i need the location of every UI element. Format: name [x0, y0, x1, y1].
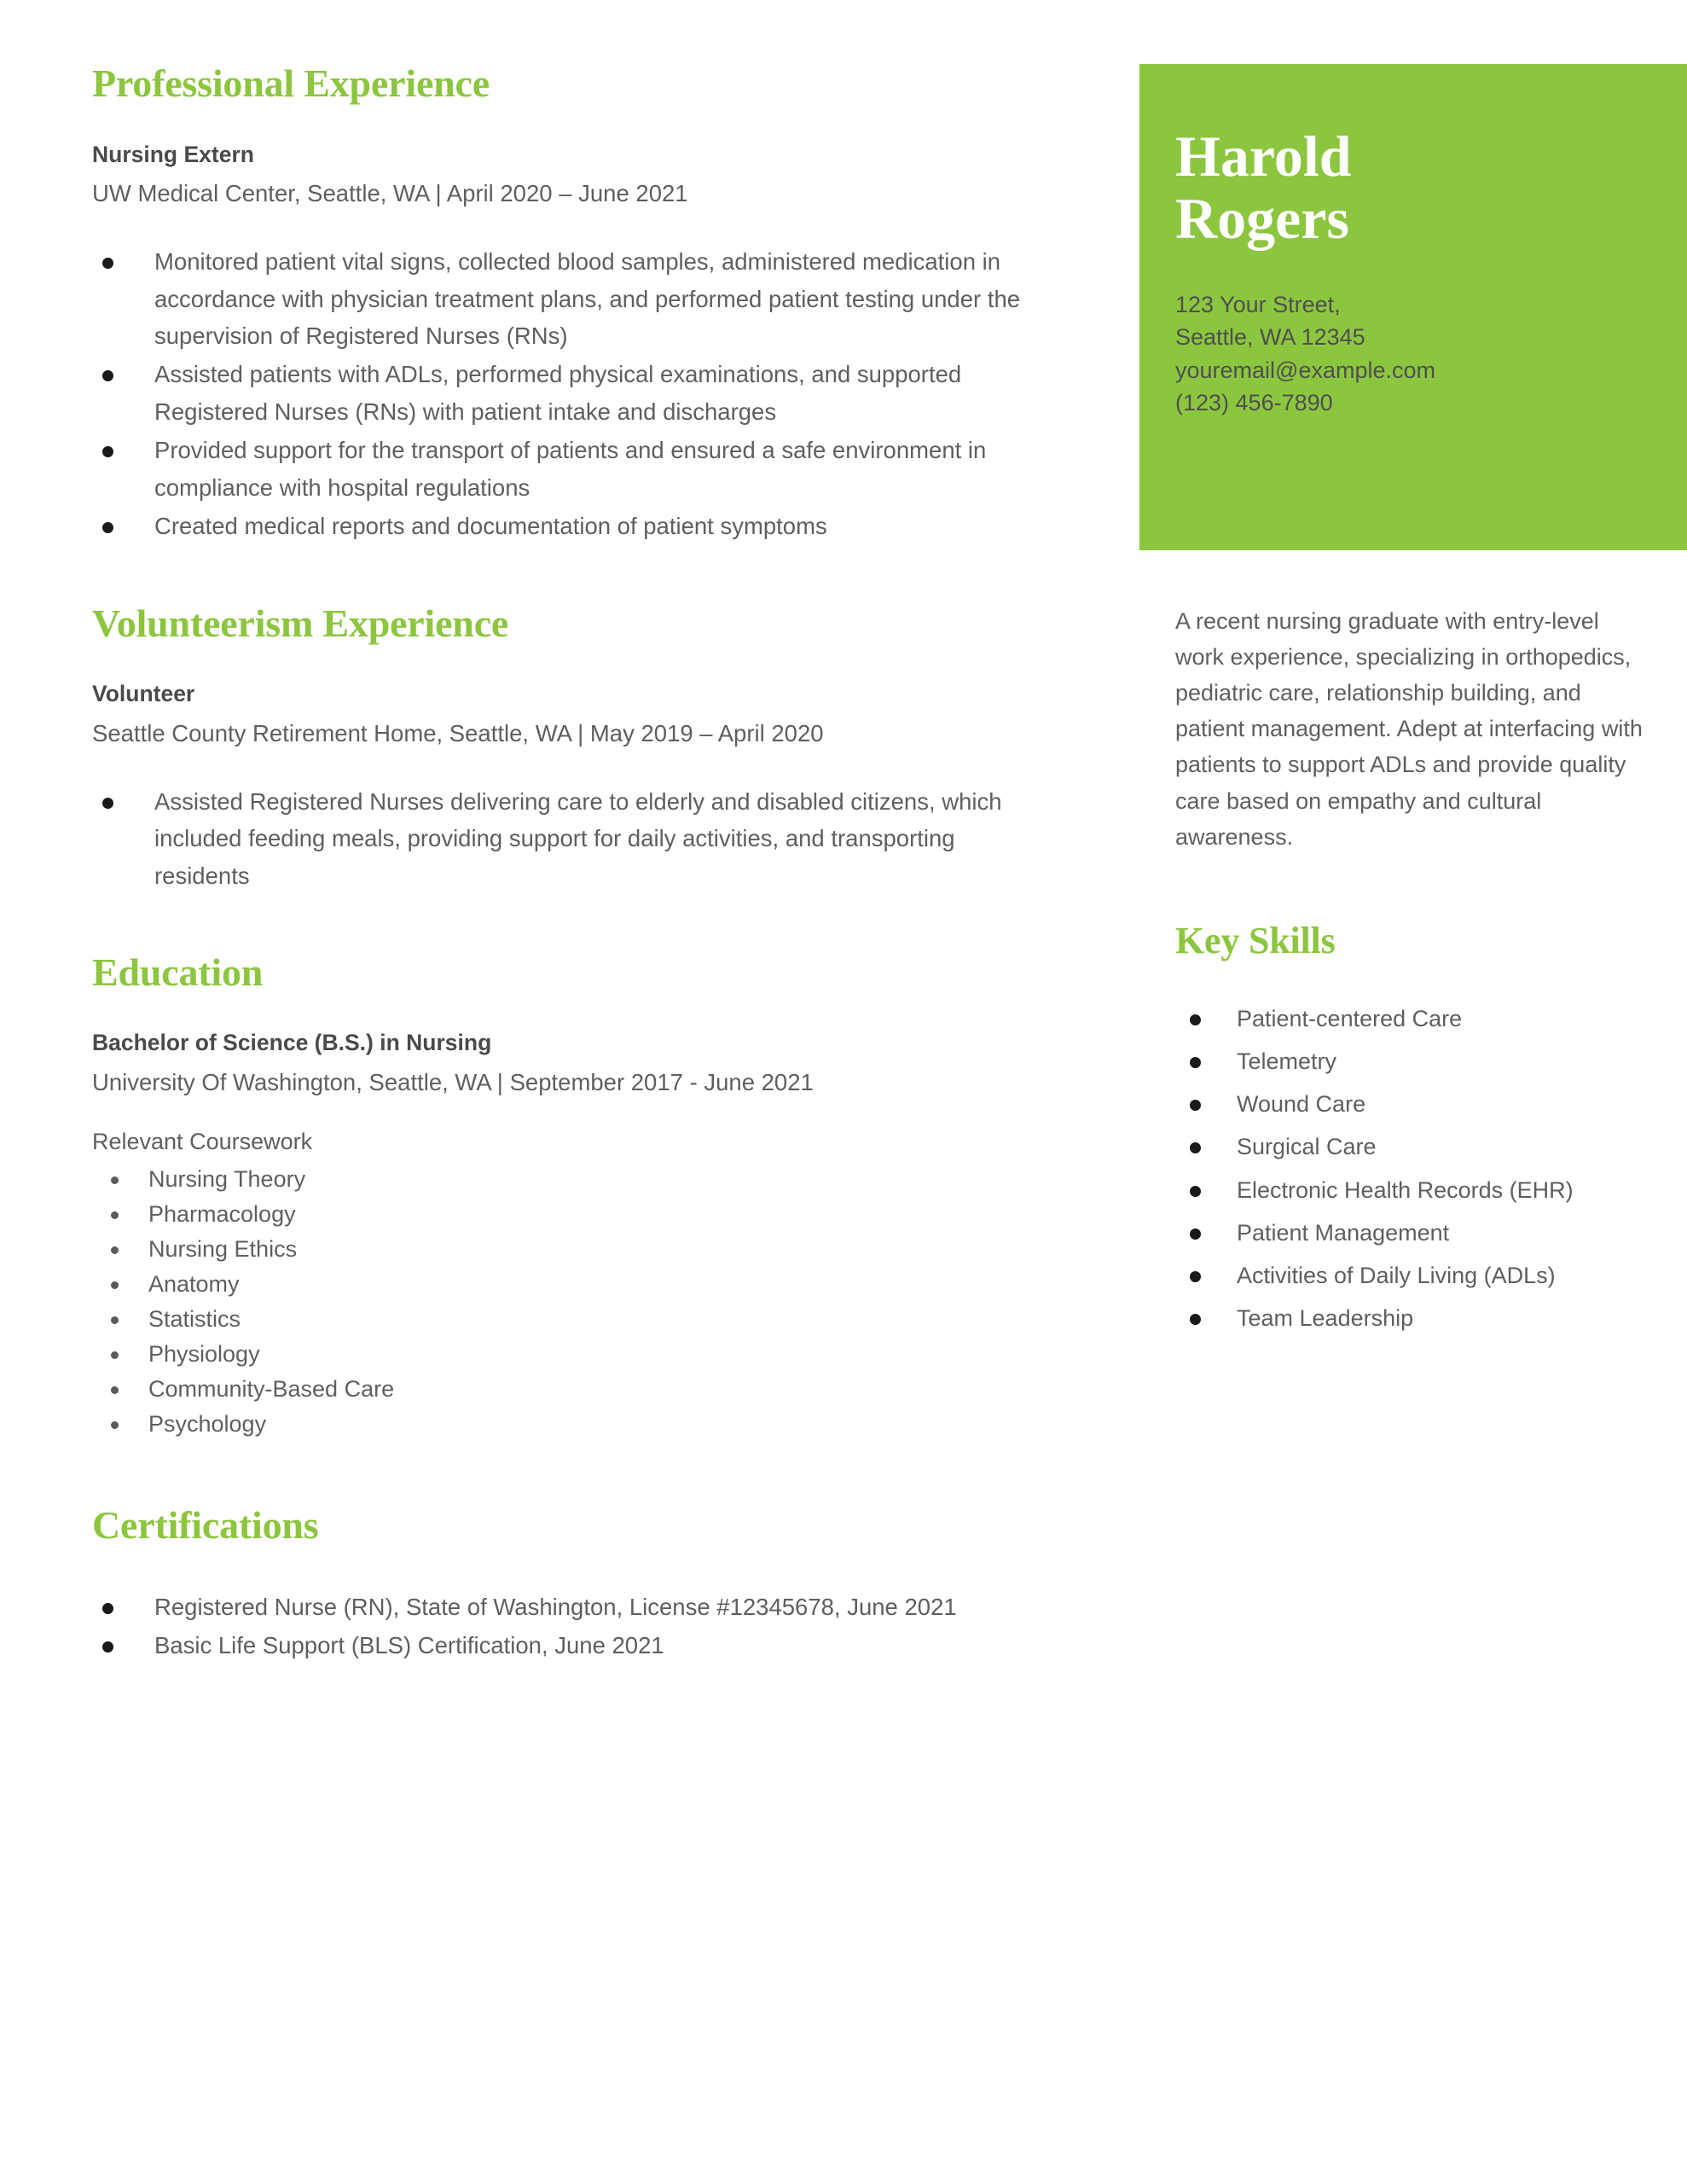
list-item: Basic Life Support (BLS) Certification, June 2021 — [92, 1627, 1056, 1664]
section-key-skills — [1139, 920, 1687, 1335]
section-education — [92, 950, 1056, 1442]
list-item: Pharmacology — [92, 1197, 1056, 1232]
section-title-education: Education — [92, 950, 264, 994]
bullet-list-certifications — [92, 1589, 1056, 1664]
bullet-list-professional-experience — [92, 243, 1056, 545]
contact-phone[interactable]: (123) 456-7890 — [1175, 389, 1333, 415]
job-meta-volunteer: Seattle County Retirement Home, Seattle, WA | May 2019 – April 2020 — [92, 719, 824, 746]
list-item: Provided support for the transport of patients and ensured a safe environment in compliance with hospital regulations — [92, 432, 1056, 506]
page-title — [1175, 125, 1651, 251]
list-item: Psychology — [92, 1407, 1056, 1442]
degree-title: Bachelor of Science (B.S.) in Nursing — [92, 1030, 492, 1056]
list-item: Nursing Ethics — [92, 1232, 1056, 1267]
job-title-nursing-extern: Nursing Extern — [92, 141, 254, 167]
coursework-label: Relevant Coursework — [92, 1129, 313, 1155]
list-item: Surgical Care — [1175, 1130, 1651, 1164]
skills-list — [1175, 1002, 1651, 1335]
section-title-professional-experience: Professional Experience — [92, 61, 490, 105]
list-item: Patient Management — [1175, 1217, 1651, 1250]
list-item: Assisted Registered Nurses delivering care to elderly and disabled citizens, which included feeding meals, providing support for daily activities, and transporting residents — [92, 783, 1056, 894]
list-item: Created medical reports and documentation of patient symptoms — [92, 508, 1056, 544]
section-title-certifications: Certifications — [92, 1503, 319, 1548]
job-meta-nursing-extern: UW Medical Center, Seattle, WA | April 2020 – June 2021 — [92, 179, 688, 206]
list-item: Community-Based Care — [92, 1372, 1056, 1407]
list-item: Statistics — [92, 1302, 1056, 1337]
last-name: Rogers — [1175, 186, 1349, 252]
list-item: Telemetry — [1175, 1045, 1651, 1078]
list-item: Assisted patients with ADLs, performed physical examinations, and supported Registered Nurses (RNs) with patient intake and discharges — [92, 356, 1056, 430]
left-column — [92, 61, 1056, 1666]
job-title-volunteer: Volunteer — [92, 681, 195, 707]
first-name: Harold — [1175, 124, 1352, 189]
list-item: Physiology — [92, 1337, 1056, 1372]
section-professional-experience — [92, 61, 1056, 545]
list-item: Activities of Daily Living (ADLs) — [1175, 1259, 1651, 1292]
list-item: Nursing Theory — [92, 1162, 1056, 1197]
name-header-block — [1139, 64, 1687, 550]
list-item: Wound Care — [1175, 1088, 1651, 1121]
list-item: Team Leadership — [1175, 1302, 1651, 1335]
contact-street: 123 Your Street, — [1175, 291, 1341, 317]
list-item: Patient-centered Care — [1175, 1002, 1651, 1036]
bullet-list-volunteerism — [92, 783, 1056, 894]
list-item: Anatomy — [92, 1267, 1056, 1302]
coursework-list — [92, 1162, 1056, 1442]
professional-summary: A recent nursing graduate with entry-level work experience, specializing in orthopedics, pediatric care, relationship building, and patient management. Adept at interfacing with patients to support ADLs and provide quality care based on empathy and cultural awareness. — [1175, 608, 1643, 850]
school-meta: University Of Washington, Seattle, WA | September 2017 - June 2021 — [92, 1068, 814, 1095]
list-item: Registered Nurse (RN), State of Washington, License #12345678, June 2021 — [92, 1589, 1056, 1625]
section-title-volunteerism-experience: Volunteerism Experience — [92, 601, 509, 645]
section-volunteerism-experience — [92, 601, 1056, 894]
list-item: Electronic Health Records (EHR) — [1175, 1174, 1651, 1207]
contact-city-state-zip: Seattle, WA 12345 — [1175, 324, 1365, 351]
right-column — [1139, 0, 1687, 1345]
section-certifications — [92, 1503, 1056, 1664]
section-title-key-skills: Key Skills — [1175, 919, 1336, 961]
contact-email[interactable]: youremail@example.com — [1175, 357, 1436, 383]
list-item: Monitored patient vital signs, collected blood samples, administered medication in accordance with physician treatment plans, and performed patient testing under the supervision of Registered Nurses (RNs) — [92, 243, 1056, 354]
